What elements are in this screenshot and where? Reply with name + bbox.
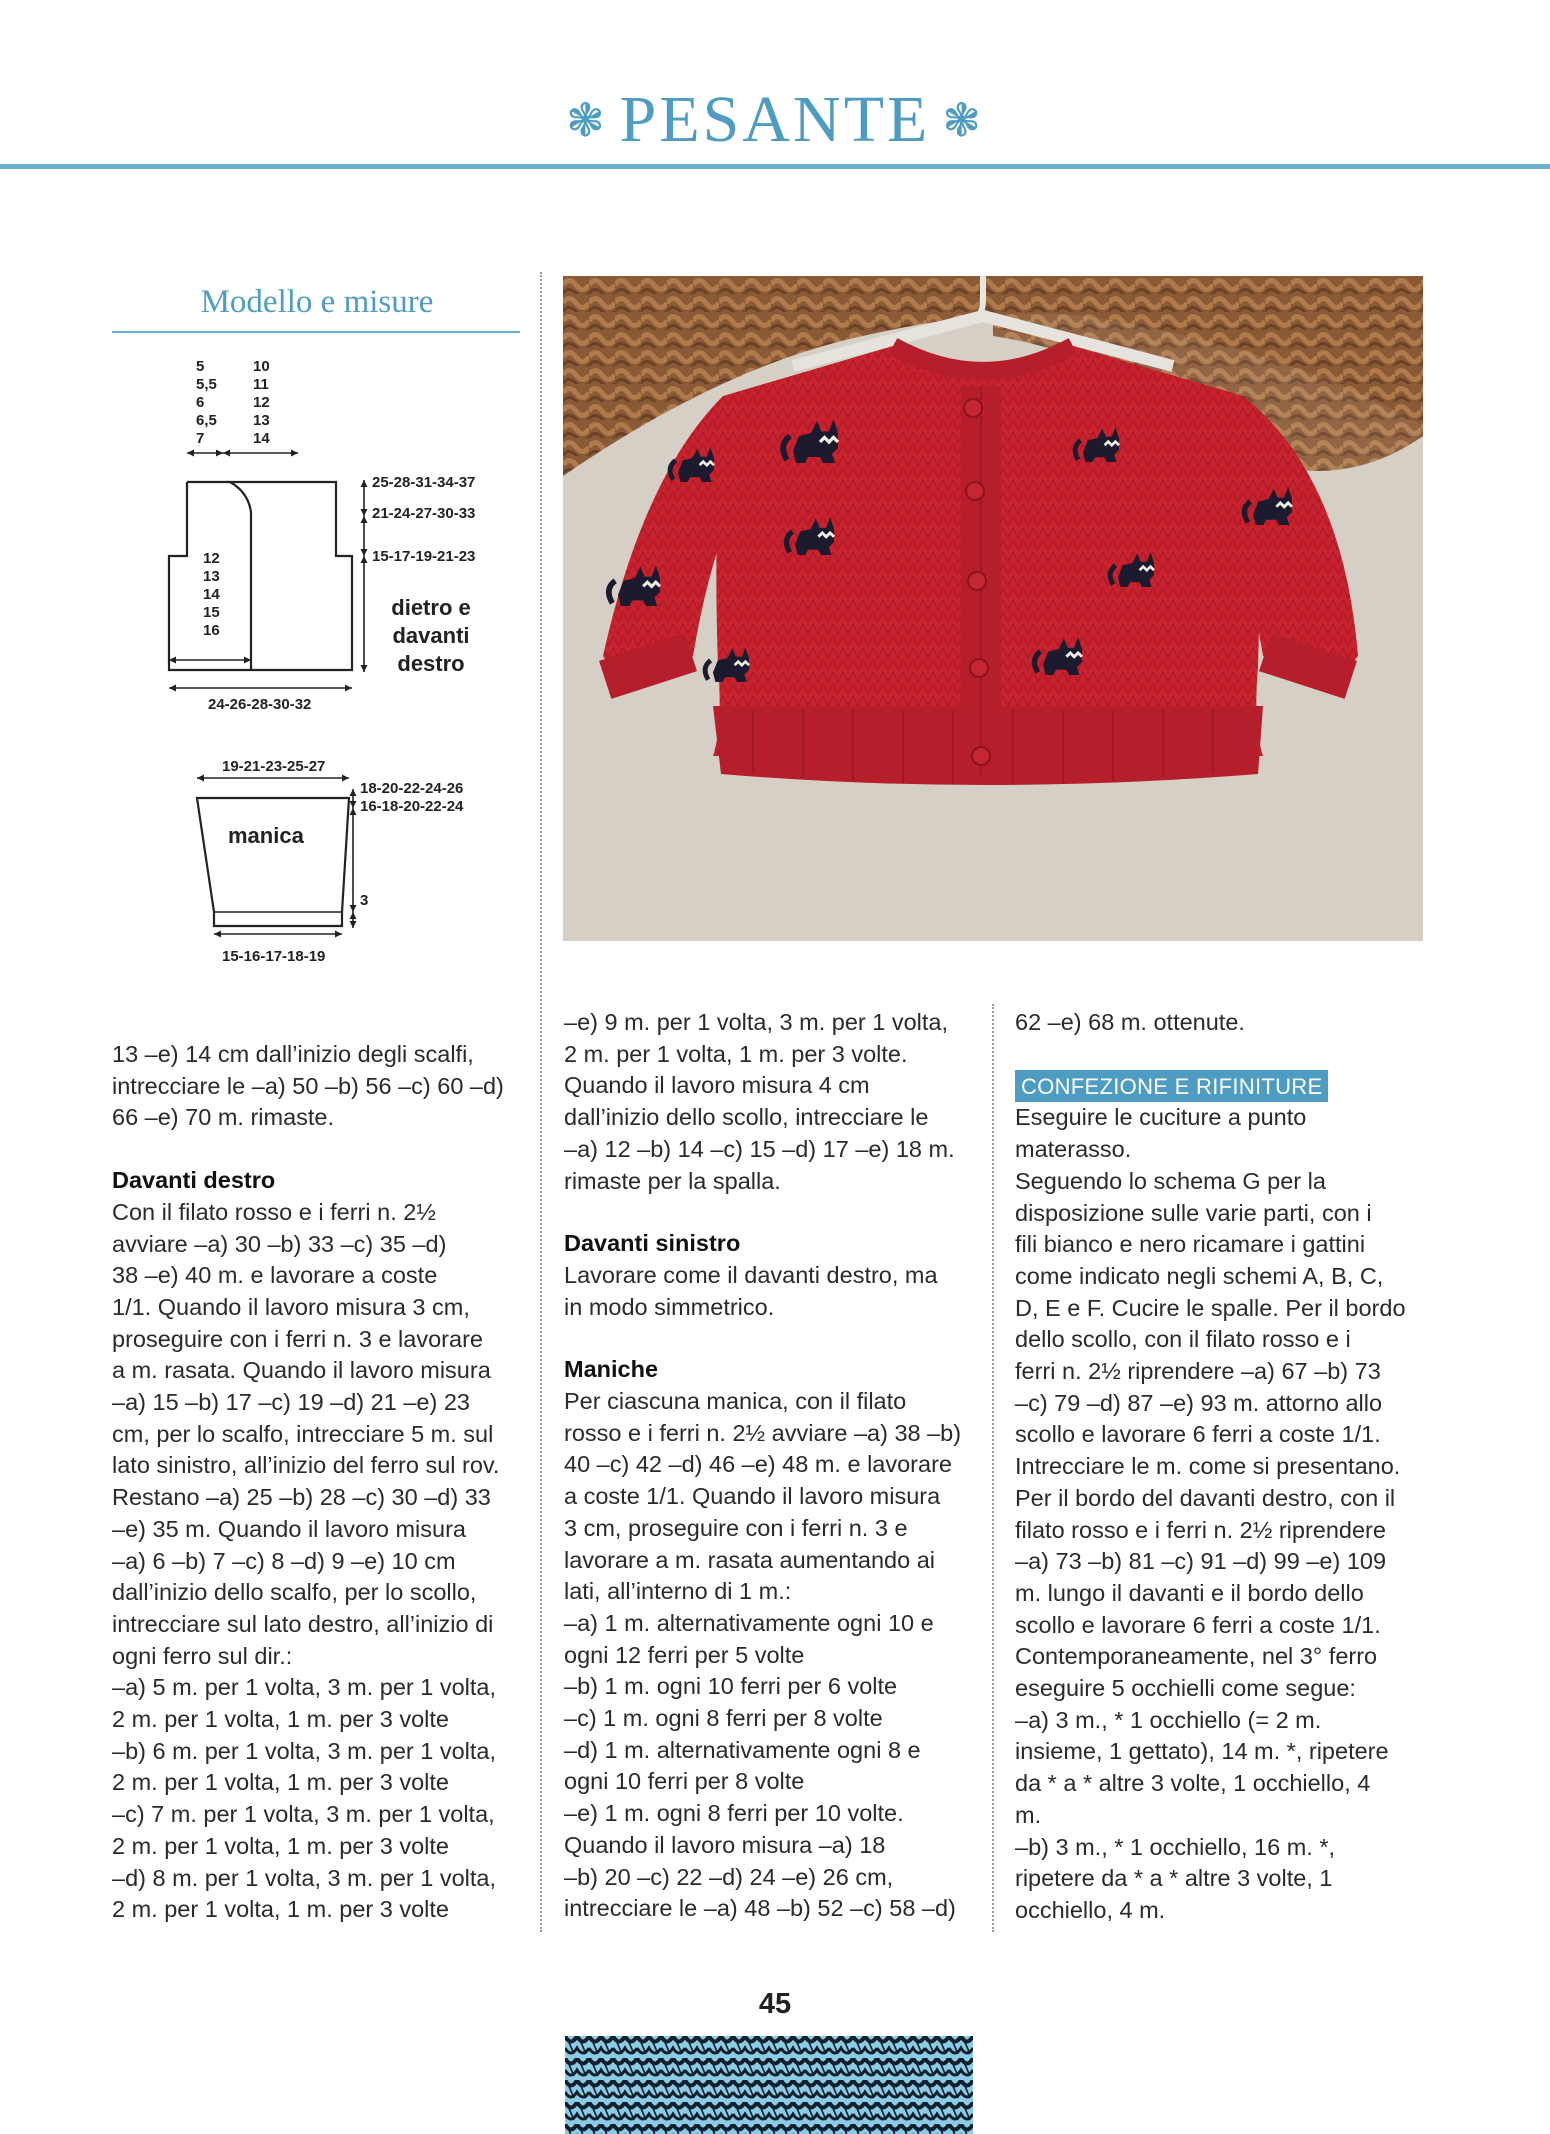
sleeve-outline bbox=[197, 798, 349, 926]
knitting-schematic bbox=[150, 352, 550, 972]
svg-text:14: 14 bbox=[253, 430, 270, 447]
snowflake-ornament-icon: ❃ bbox=[566, 94, 608, 146]
text-line: –a) 73 –b) 81 –c) 91 –d) 99 –e) 109 bbox=[1015, 1548, 1387, 1575]
text-line: –b) 1 m. ogni 10 ferri per 6 volte bbox=[564, 1673, 898, 1700]
section-rule bbox=[112, 331, 520, 333]
text-line: –b) 6 m. per 1 volta, 3 m. per 1 volta, bbox=[112, 1737, 497, 1764]
badge-line bbox=[1015, 1070, 1435, 1103]
text-column-left bbox=[112, 1039, 532, 1926]
text-line: 2 m. per 1 volta, 1 m. per 3 volte. bbox=[564, 1040, 908, 1067]
svg-text:7: 7 bbox=[196, 430, 205, 447]
svg-text:davanti: davanti bbox=[392, 623, 470, 648]
height-label-1: 25-28-31-34-37 bbox=[372, 474, 476, 491]
text-line: –d) 8 m. per 1 volta, 3 m. per 1 volta, bbox=[112, 1864, 497, 1891]
svg-text:11: 11 bbox=[253, 376, 269, 393]
section-heading: Davanti destro bbox=[112, 1167, 276, 1194]
sleeve-rib-height: 3 bbox=[360, 892, 369, 909]
text-line: Seguendo lo schema G per la bbox=[1015, 1167, 1326, 1194]
text-line: Quando il lavoro misura –a) 18 bbox=[564, 1831, 886, 1858]
back-front-label bbox=[391, 595, 470, 676]
svg-text:13: 13 bbox=[203, 568, 220, 585]
text-line: da * a * altre 3 volte, 1 occhiello, 4 bbox=[1015, 1770, 1371, 1797]
text-line: ogni 12 ferri per 5 volte bbox=[564, 1641, 805, 1668]
text-line: Restano –a) 25 –b) 28 –c) 30 –d) 33 bbox=[112, 1484, 491, 1511]
text-line: 2 m. per 1 volta, 1 m. per 3 volte bbox=[112, 1832, 449, 1859]
text-line: Per ciascuna manica, con il filato bbox=[564, 1388, 907, 1415]
text-line: m. bbox=[1015, 1801, 1042, 1828]
text-line: Per il bordo del davanti destro, con il bbox=[1015, 1484, 1396, 1511]
text-line: 2 m. per 1 volta, 1 m. per 3 volte bbox=[112, 1706, 449, 1733]
text-line: intrecciare le –a) 48 –b) 52 –c) 58 –d) bbox=[564, 1895, 956, 1922]
text-line: come indicato negli schemi A, B, C, bbox=[1015, 1262, 1384, 1289]
text-line: –b) 20 –c) 22 –d) 24 –e) 26 cm, bbox=[564, 1863, 894, 1890]
text-line: proseguire con i ferri n. 3 e lavorare bbox=[112, 1325, 483, 1352]
text-line: Lavorare come il davanti destro, ma bbox=[564, 1261, 938, 1288]
height-label-2: 21-24-27-30-33 bbox=[372, 505, 476, 522]
paragraph-spacer bbox=[112, 1134, 532, 1165]
header-title: PESANTE bbox=[619, 83, 931, 156]
text-line: –d) 1 m. alternativamente ogni 8 e bbox=[564, 1736, 921, 1763]
svg-text:6: 6 bbox=[196, 394, 205, 411]
svg-text:12: 12 bbox=[253, 394, 270, 411]
svg-text:12: 12 bbox=[203, 550, 220, 567]
sleeve-bottom-width: 15-16-17-18-19 bbox=[222, 948, 326, 965]
header-rule bbox=[0, 164, 1550, 169]
sleeve-height-2: 16-18-20-22-24 bbox=[360, 798, 464, 815]
text-column-right bbox=[1015, 1007, 1435, 1927]
text-line: intrecciare le –a) 50 –b) 56 –c) 60 –d) bbox=[112, 1072, 504, 1099]
text-line: Intrecciare le m. come si presentano. bbox=[1015, 1453, 1401, 1480]
text-line: 62 –e) 68 m. ottenute. bbox=[1015, 1009, 1245, 1035]
text-line: 2 m. per 1 volta, 1 m. per 3 volte bbox=[112, 1896, 449, 1923]
paragraph-spacer bbox=[564, 1197, 984, 1228]
text-line: 1/1. Quando il lavoro misura 3 cm, bbox=[112, 1293, 470, 1320]
text-line: –e) 35 m. Quando il lavoro misura bbox=[112, 1515, 466, 1542]
text-line: rosso e i ferri n. 2½ avviare –a) 38 –b) bbox=[564, 1419, 962, 1446]
text-line: filato rosso e i ferri n. 2½ riprendere bbox=[1015, 1516, 1386, 1543]
sleeve-top-width: 19-21-23-25-27 bbox=[222, 758, 326, 775]
text-line: scollo e lavorare 6 ferri a coste 1/1. bbox=[1015, 1421, 1381, 1448]
text-line: Eseguire le cuciture a punto bbox=[1015, 1104, 1307, 1131]
svg-text:15: 15 bbox=[203, 604, 220, 621]
text-line: ogni ferro sul dir.: bbox=[112, 1642, 293, 1669]
text-line: –a) 1 m. alternativamente ogni 10 e bbox=[564, 1609, 934, 1636]
shoulder-width-col1 bbox=[196, 358, 217, 447]
text-line: lati, all’interno di 1 m.: bbox=[564, 1578, 792, 1605]
shoulder-width-col2 bbox=[253, 358, 270, 447]
text-line: –e) 1 m. ogni 8 ferri per 10 volte. bbox=[564, 1800, 904, 1827]
text-line: Con il filato rosso e i ferri n. 2½ bbox=[112, 1198, 436, 1225]
text-line: –c) 1 m. ogni 8 ferri per 8 volte bbox=[564, 1705, 883, 1732]
text-line: disposizione sulle varie parti, con i bbox=[1015, 1199, 1372, 1226]
text-line: m. lungo il davanti e il bordo dello bbox=[1015, 1579, 1364, 1606]
section-heading: Maniche bbox=[564, 1356, 659, 1383]
text-line: fili bianco e nero ricamare i gattini bbox=[1015, 1231, 1366, 1258]
text-line: –a) 12 –b) 14 –c) 15 –d) 17 –e) 18 m. bbox=[564, 1135, 955, 1162]
text-line: 3 cm, proseguire con i ferri n. 3 e bbox=[564, 1514, 908, 1541]
text-line: Contemporaneamente, nel 3° ferro bbox=[1015, 1643, 1378, 1670]
section-heading: Davanti sinistro bbox=[564, 1230, 741, 1257]
svg-text:6,5: 6,5 bbox=[196, 412, 217, 429]
svg-text:destro: destro bbox=[397, 651, 465, 676]
red-cardigan-with-black-cats-photo bbox=[563, 276, 1423, 941]
text-line: eseguire 5 occhielli come segue: bbox=[1015, 1675, 1356, 1702]
text-line: 2 m. per 1 volta, 1 m. per 3 volte bbox=[112, 1769, 449, 1796]
text-line: 40 –c) 42 –d) 46 –e) 48 m. e lavorare bbox=[564, 1451, 952, 1478]
page-header bbox=[0, 82, 1550, 158]
text-line: materasso. bbox=[1015, 1136, 1132, 1163]
text-line: avviare –a) 30 –b) 33 –c) 35 –d) bbox=[112, 1230, 447, 1257]
text-line: lavorare a m. rasata aumentando ai bbox=[564, 1546, 935, 1573]
text-line: –a) 3 m., * 1 occhiello (= 2 m. bbox=[1015, 1706, 1322, 1733]
text-line: lato sinistro, all’inizio del ferro sul rov. bbox=[112, 1452, 500, 1479]
paragraph-spacer bbox=[564, 1323, 984, 1354]
front-width-labels bbox=[203, 550, 220, 639]
text-line: –a) 6 –b) 7 –c) 8 –d) 9 –e) 10 cm bbox=[112, 1547, 456, 1574]
text-line: ripetere da * a * altre 3 volte, 1 bbox=[1015, 1865, 1333, 1892]
text-line: 13 –e) 14 cm dall’inizio degli scalfi, bbox=[112, 1041, 474, 1067]
height-label-3: 15-17-19-21-23 bbox=[372, 548, 476, 565]
text-line: ferri n. 2½ riprendere –a) 67 –b) 73 bbox=[1015, 1358, 1381, 1385]
text-line: intrecciare sul lato destro, all’inizio di bbox=[112, 1610, 494, 1637]
text-line: cm, per lo scalfo, intrecciare 5 m. sul bbox=[112, 1420, 494, 1447]
text-line: –c) 7 m. per 1 volta, 3 m. per 1 volta, bbox=[112, 1801, 495, 1828]
text-line: in modo simmetrico. bbox=[564, 1293, 775, 1320]
text-line: rimaste per la spalla. bbox=[564, 1167, 781, 1194]
text-line: –a) 5 m. per 1 volta, 3 m. per 1 volta, bbox=[112, 1674, 497, 1701]
svg-text:5,5: 5,5 bbox=[196, 376, 217, 393]
text-line: dall’inizio dello scalfo, per lo scollo, bbox=[112, 1579, 477, 1606]
text-line: –b) 3 m., * 1 occhiello, 16 m. *, bbox=[1015, 1833, 1336, 1860]
text-line: D, E e F. Cucire le spalle. Per il bordo bbox=[1015, 1294, 1406, 1321]
sleeve-height-1: 18-20-22-24-26 bbox=[360, 780, 464, 797]
snowflake-ornament-icon: ❃ bbox=[942, 94, 984, 146]
text-line: occhiello, 4 m. bbox=[1015, 1896, 1166, 1923]
sleeve-label: manica bbox=[228, 823, 304, 848]
text-line: 38 –e) 40 m. e lavorare a coste bbox=[112, 1262, 438, 1289]
bottom-width-label: 24-26-28-30-32 bbox=[208, 696, 312, 713]
text-line: ogni 10 ferri per 8 volte bbox=[564, 1768, 805, 1795]
text-line: –c) 79 –d) 87 –e) 93 m. attorno allo bbox=[1015, 1389, 1383, 1416]
text-line: scollo e lavorare 6 ferri a coste 1/1. bbox=[1015, 1611, 1381, 1638]
page-number: 45 bbox=[758, 1988, 792, 2020]
section-badge: CONFEZIONE E RIFINITURE bbox=[1015, 1070, 1328, 1103]
text-column-middle bbox=[564, 1007, 984, 1925]
text-line: dello scollo, con il filato rosso e i bbox=[1015, 1326, 1351, 1353]
svg-text:10: 10 bbox=[253, 358, 270, 375]
text-line: Quando il lavoro misura 4 cm bbox=[564, 1072, 870, 1099]
svg-text:5: 5 bbox=[196, 358, 205, 375]
svg-text:16: 16 bbox=[203, 622, 220, 639]
svg-text:14: 14 bbox=[203, 586, 220, 603]
text-line: dall’inizio dello scollo, intrecciare le bbox=[564, 1104, 929, 1131]
text-line: insieme, 1 gettato), 14 m. *, ripetere bbox=[1015, 1738, 1389, 1765]
column-separator bbox=[992, 1004, 994, 1932]
text-line: –a) 15 –b) 17 –c) 19 –d) 21 –e) 23 bbox=[112, 1389, 470, 1416]
text-line: –e) 9 m. per 1 volta, 3 m. per 1 volta, bbox=[564, 1009, 949, 1035]
svg-text:13: 13 bbox=[253, 412, 270, 429]
blue-knit-texture-strip bbox=[565, 2036, 973, 2134]
text-line: 66 –e) 70 m. rimaste. bbox=[112, 1104, 335, 1131]
text-line: a coste 1/1. Quando il lavoro misura bbox=[564, 1483, 941, 1510]
section-title: Modello e misure bbox=[200, 284, 434, 320]
svg-text:dietro e: dietro e bbox=[391, 595, 471, 620]
back-front-outline bbox=[169, 482, 352, 670]
paragraph-spacer bbox=[1015, 1039, 1435, 1070]
text-line: a m. rasata. Quando il lavoro misura bbox=[112, 1357, 491, 1384]
